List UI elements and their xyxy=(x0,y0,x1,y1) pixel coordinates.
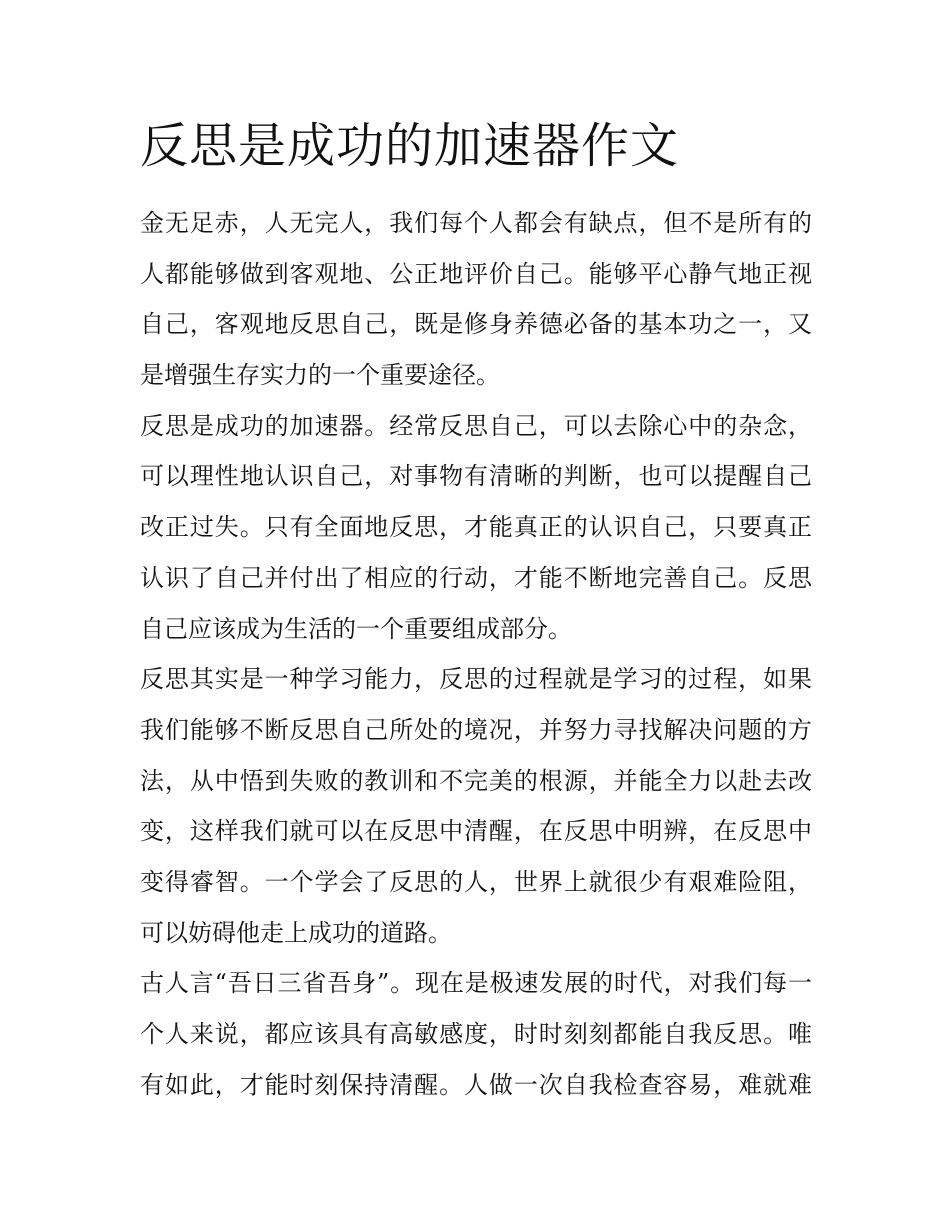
document-body xyxy=(140,198,812,1110)
document-title: 反思是成功的加速器作文 xyxy=(140,118,680,174)
text-line: 改正过失。只有全面地反思，才能真正的认识自己，只要真正 xyxy=(140,513,812,542)
text-line: 个人来说，都应该具有高敏感度，时时刻刻都能自我反思。唯 xyxy=(140,1020,812,1048)
text-line: 自己，客观地反思自己，既是修身养德必备的基本功之一，又 xyxy=(140,310,812,339)
text-line: 我们能够不断反思自己所处的境况，并努力寻找解决问题的方 xyxy=(140,715,812,744)
text-line: 自己应该成为生活的一个重要组成部分。 xyxy=(140,614,572,643)
text-line: 可以理性地认识自己，对事物有清晰的判断，也可以提醒自己 xyxy=(140,462,812,491)
text-line: 可以妨碍他走上成功的道路。 xyxy=(140,918,452,947)
text-line: 古人言“吾日三省吾身”。现在是极速发展的时代，对我们每一 xyxy=(140,969,812,998)
text-line: 变，这样我们就可以在反思中清醒，在反思中明辨，在反思中 xyxy=(140,817,812,846)
text-line: 金无足赤，人无完人，我们每个人都会有缺点，但不是所有的 xyxy=(140,209,812,237)
text-line: 反思其实是一种学习能力，反思的过程就是学习的过程，如果 xyxy=(140,665,812,694)
text-line: 人都能够做到客观地、公正地评价自己。能够平心静气地正视 xyxy=(140,259,812,288)
text-line: 是增强生存实力的一个重要途径。 xyxy=(140,361,500,390)
text-line: 有如此，才能时刻保持清醒。人做一次自我检查容易，难就难 xyxy=(140,1070,812,1099)
text-line: 认识了自己并付出了相应的行动，才能不断地完善自己。反思 xyxy=(140,563,812,592)
text-line: 反思是成功的加速器。经常反思自己，可以去除心中的杂念， xyxy=(140,411,812,440)
text-line: 法，从中悟到失败的教训和不完美的根源，并能全力以赴去改 xyxy=(140,766,812,795)
text-line: 变得睿智。一个学会了反思的人，世界上就很少有艰难险阻， xyxy=(140,867,812,896)
